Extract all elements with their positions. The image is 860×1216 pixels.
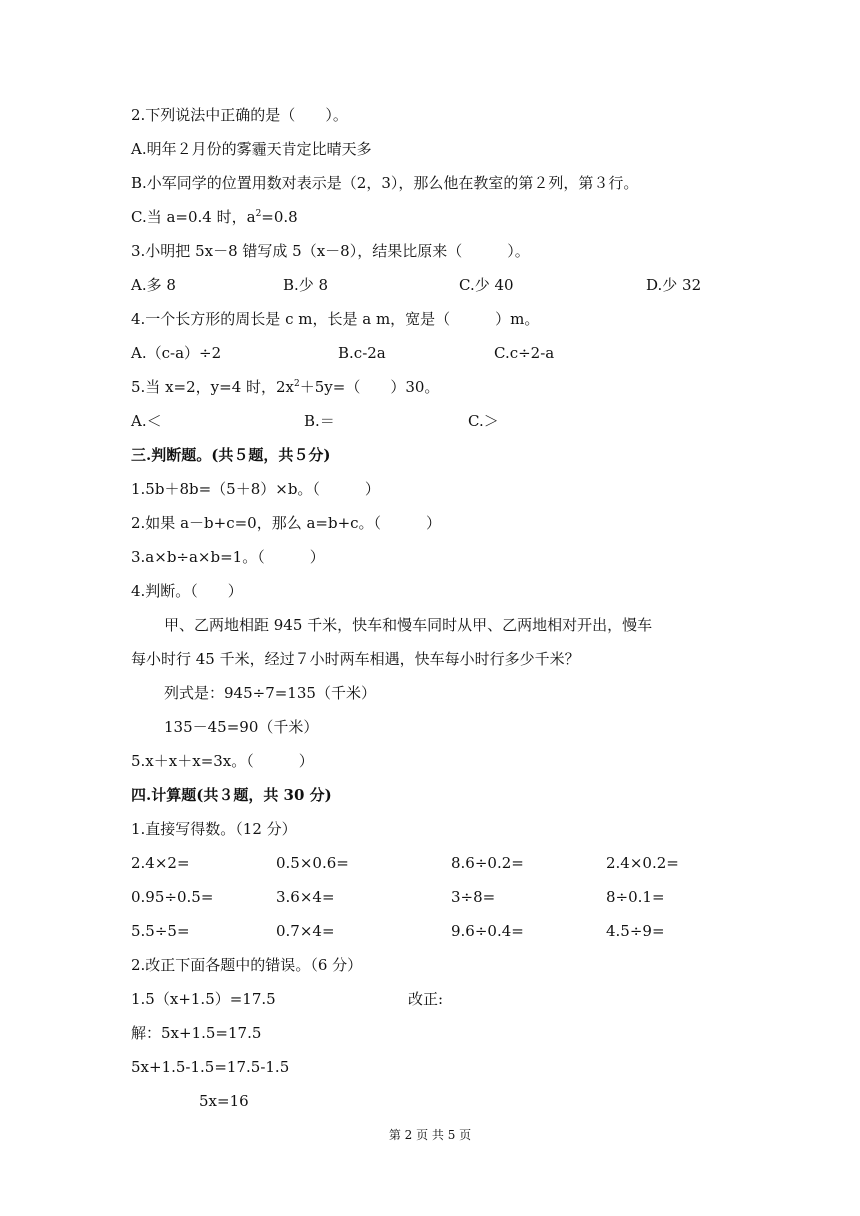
judge-q2: 2.如果 a－b+c=0，那么 a=b+c。（ ） bbox=[131, 514, 442, 532]
q3-option-d: D.少 32 bbox=[646, 276, 702, 294]
judge-q4-paragraph-2: 每小时行 45 千米，经过７小时两车相遇，快车每小时行多少千米？ bbox=[131, 650, 580, 668]
calc-sub2-title: 2.改正下面各题中的错误。（6 分） bbox=[131, 956, 363, 974]
q2-option-a: A.明年２月份的雾霾天肯定比晴天多 bbox=[131, 140, 372, 158]
q5-stem-suffix: ＋5y=（ ）30。 bbox=[299, 378, 440, 396]
q5-option-a: A.＜ bbox=[131, 412, 162, 430]
q2-option-c-suffix: =0.8 bbox=[261, 208, 298, 226]
calc-cell: 3÷8= bbox=[451, 888, 496, 906]
calc-cell: 8.6÷0.2= bbox=[451, 854, 524, 872]
q4-option-c: C.c÷2-a bbox=[494, 344, 555, 362]
judge-q3: 3.a×b÷a×b=1。（ ） bbox=[131, 548, 325, 566]
calc-cell: 8÷0.1= bbox=[606, 888, 665, 906]
q2-option-c bbox=[131, 207, 298, 227]
calc-cell: 0.5×0.6= bbox=[276, 854, 349, 872]
q2-option-b: B.小军同学的位置用数对表示是（2，3），那么他在教室的第２列，第３行。 bbox=[131, 174, 639, 192]
solution-step-1: 解：5x+1.5=17.5 bbox=[131, 1024, 262, 1042]
q5-option-c: C.＞ bbox=[468, 412, 499, 430]
judge-q4-formula-2: 135－45=90（千米） bbox=[164, 718, 319, 736]
calc-cell: 9.6÷0.4= bbox=[451, 922, 524, 940]
judge-q1: 1.5b＋8b=（5＋8）×b。（ ） bbox=[131, 480, 380, 498]
q4-option-a: A.（c-a）÷2 bbox=[131, 344, 222, 362]
q5-stem bbox=[131, 377, 439, 397]
section-3-title: 三.判断题。(共５题，共５分) bbox=[131, 446, 331, 464]
correction-problem: 1.5（x+1.5）=17.5 bbox=[131, 990, 276, 1008]
q5-stem-prefix: 5.当 x=2，y=4 时，2x bbox=[131, 378, 295, 396]
section-4-title: 四.计算题(共３题，共 30 分) bbox=[131, 786, 332, 804]
calc-sub1-title: 1.直接写得数。（12 分） bbox=[131, 820, 297, 838]
q3-stem: 3.小明把 5x－8 错写成 5（x－8），结果比原来（ ）。 bbox=[131, 242, 530, 260]
judge-q4-paragraph-1: 甲、乙两地相距 945 千米，快车和慢车同时从甲、乙两地相对开出，慢车 bbox=[164, 616, 653, 634]
judge-q4: 4.判断。（ ） bbox=[131, 582, 243, 600]
judge-q5: 5.x＋x＋x=3x。（ ） bbox=[131, 752, 314, 770]
q5-stem-exponent: 2 bbox=[294, 379, 300, 389]
calc-cell: 0.95÷0.5= bbox=[131, 888, 214, 906]
calc-cell: 2.4×0.2= bbox=[606, 854, 679, 872]
q3-option-c: C.少 40 bbox=[459, 276, 514, 294]
correction-label: 改正: bbox=[408, 990, 444, 1008]
q4-option-b: B.c-2a bbox=[338, 344, 386, 362]
page-footer: 第 2 页 共 5 页 bbox=[388, 1128, 472, 1142]
q3-option-b: B.少 8 bbox=[283, 276, 329, 294]
solution-step-3: 5x=16 bbox=[199, 1092, 249, 1110]
calc-cell: 3.6×4= bbox=[276, 888, 335, 906]
q4-stem: 4.一个长方形的周长是 c m，长是 a m，宽是（ ）m。 bbox=[131, 310, 540, 328]
q3-option-a: A.多 8 bbox=[131, 276, 176, 294]
calc-cell: 4.5÷9= bbox=[606, 922, 665, 940]
q2-option-c-exponent: 2 bbox=[255, 209, 262, 219]
calc-cell: 2.4×2= bbox=[131, 854, 190, 872]
calc-cell: 0.7×4= bbox=[276, 922, 335, 940]
calc-cell: 5.5÷5= bbox=[131, 922, 190, 940]
q5-option-b: B.＝ bbox=[304, 412, 335, 430]
q2-option-c-prefix: C.当 a=0.4 时，a bbox=[131, 208, 256, 226]
solution-step-2: 5x+1.5-1.5=17.5-1.5 bbox=[131, 1058, 290, 1076]
q2-stem: 2.下列说法中正确的是（ ）。 bbox=[131, 106, 348, 124]
judge-q4-formula-1: 列式是：945÷7=135（千米） bbox=[164, 684, 376, 702]
